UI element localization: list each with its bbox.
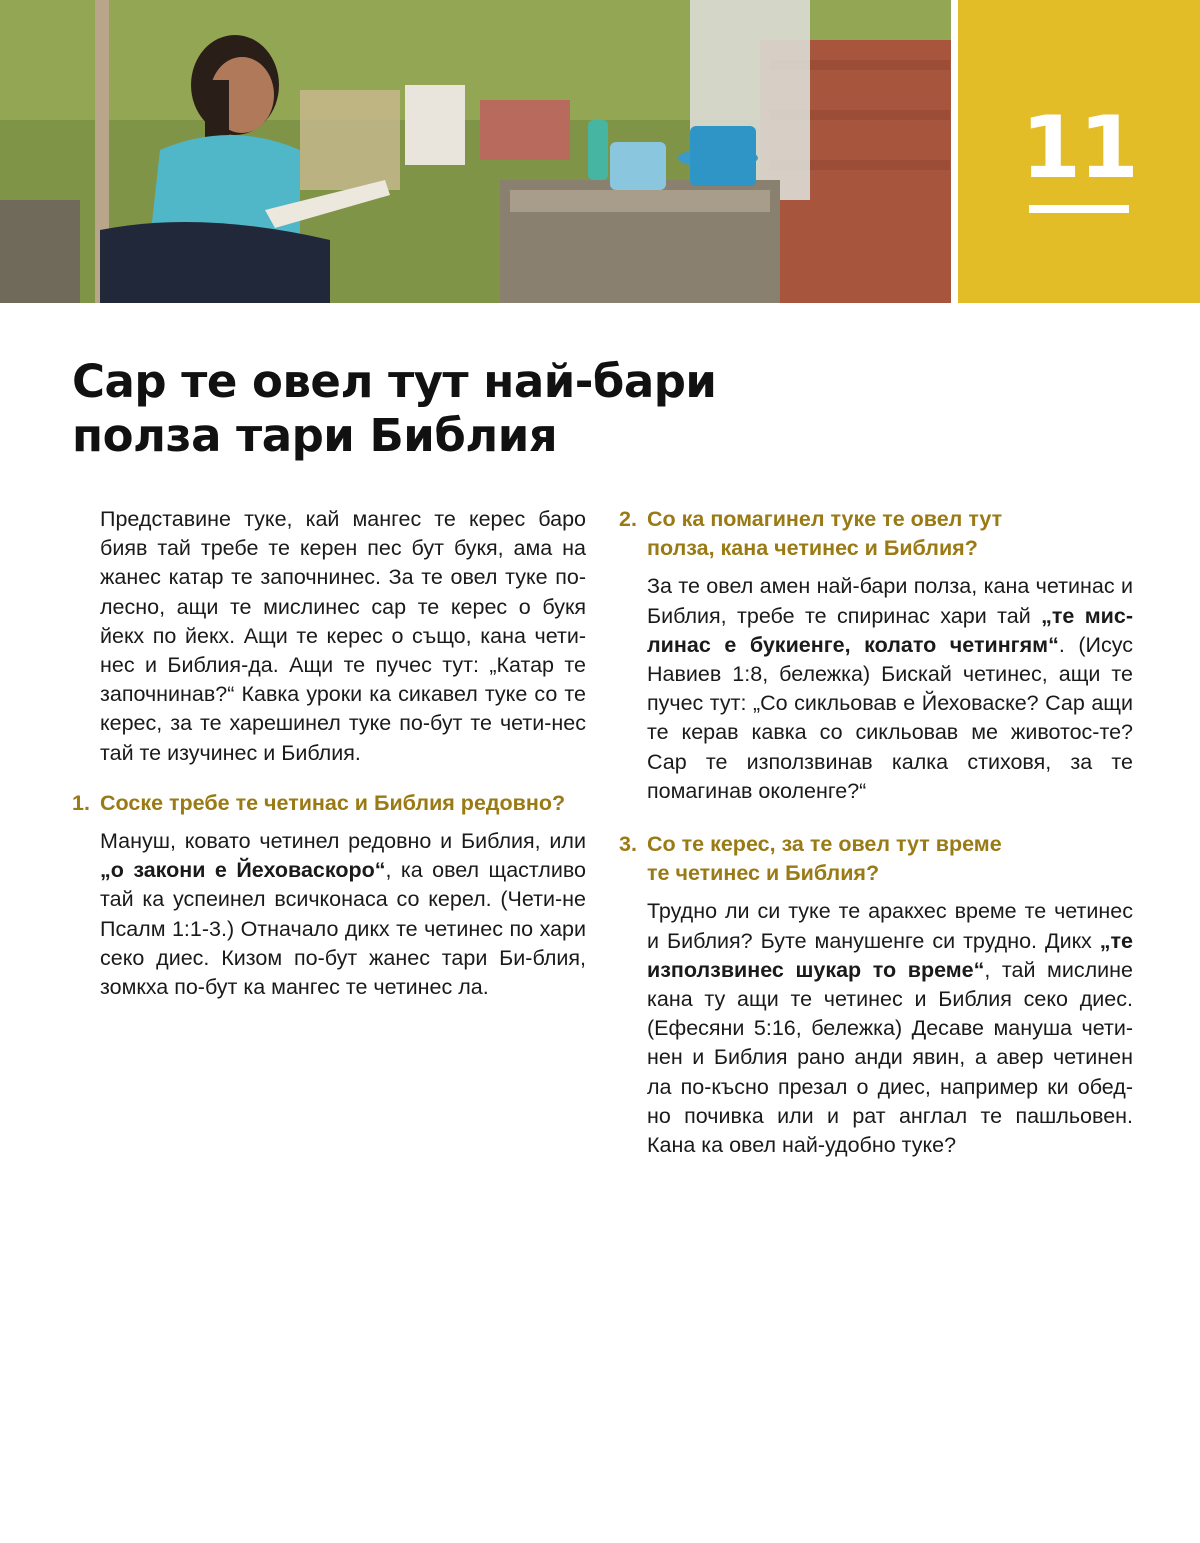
answer-1: [100, 827, 586, 1002]
answer-2-line: те? Сар те използвинав калка стиховя, за те: [647, 720, 1133, 774]
intro-line: бияв тай требе те керен пес бут букя, ама на: [100, 536, 586, 561]
intro-paragraph: [100, 505, 586, 768]
question-3-text-line-1: Со те керес, за те овел тут време: [647, 832, 1002, 857]
question-2-text-line-2: полза, кана четинес и Библия?: [647, 536, 978, 561]
answer-3-line: , тай мислине: [984, 957, 1133, 982]
answer-1-line: хари секо диес. Кизом по-бут жанес тари Би-: [100, 916, 586, 970]
question-1-text: Соске требе те четинас и Библия редовно?: [100, 790, 566, 815]
answer-1-line: не Псалм 1:1-3.) Отначало дикх те четинес по: [100, 887, 586, 941]
answer-1-line: Мануш, ковато четинел редовно и Библия, или: [100, 829, 586, 854]
chapter-underline: [1029, 205, 1129, 213]
intro-line: нес тай те изучинес и Библия.: [100, 711, 586, 765]
intro-line: Представине туке, кай мангес те керес баро: [100, 507, 586, 531]
answer-2-line: . (Исус: [1058, 632, 1133, 657]
intro-line: нес и Библия-да. Ащи те пучес тут: „Катар те: [100, 653, 586, 678]
answer-2-line: ащи те керав кавка со сикльовав ме животос-: [647, 691, 1133, 745]
chapter-number: 11: [1021, 98, 1137, 198]
answer-1-line: , ка овел щастливо: [385, 858, 586, 883]
intro-line: започнинав?“ Кавка уроки ка сикавел туке со: [100, 682, 558, 707]
answer-3-line: кана ту ащи те четинес и Библия секо диес.: [647, 987, 1133, 1012]
page-title-line-2: полза тари Библия: [72, 409, 558, 462]
question-2: [619, 505, 1133, 563]
intro-line: те керес, за те харешинел туке по-бут те чети-: [100, 682, 586, 736]
question-2-number: 2.: [619, 507, 637, 531]
question-1-number: 1.: [72, 790, 90, 815]
hero-illustration: [0, 0, 951, 303]
answer-2: [647, 572, 1133, 806]
answer-3-emphasis: „те: [1099, 928, 1133, 953]
question-3: [619, 830, 1133, 888]
question-1: [72, 789, 586, 818]
question-3-text-line-2: те четинес и Библия?: [647, 861, 880, 886]
answer-2-line: За те овел амен най-бари полза, кана четинас: [647, 574, 1115, 599]
answer-1-line: тай ка успеинел всичконаса со керел. (Чети-: [100, 887, 563, 912]
answer-1-line: блия, зомкха по-бут ка мангес те четинес ла.: [100, 945, 586, 1000]
intro-line: по-лесно, ащи те мислинес сар те керес о букя: [100, 565, 586, 619]
left-column: [72, 505, 586, 1002]
page-title-line-1: Сар те овел тут най-бари: [72, 355, 717, 408]
intro-line: жанес катар те започнинес. За те овел туке: [100, 565, 548, 590]
answer-2-line: Навиев 1:8, бележка) Бискай четинес, ащи те: [647, 662, 1133, 687]
answer-2-line: пучес тут: „Со сикльовав е Йеховаске? Сар: [647, 691, 1085, 716]
answer-2-emphasis: „те мис-: [1041, 603, 1133, 628]
answer-2-emphasis: линас е букиенге, колато четингям“: [647, 632, 1059, 657]
answer-2-line: помагинав околенге?“: [647, 778, 867, 803]
answer-3-line: и Библия? Буте манушенге си трудно. Дикх: [647, 928, 1100, 953]
answer-3: [647, 897, 1133, 1160]
answer-3-line: но почивка или и рат англал те пашльовен.: [647, 1103, 1133, 1128]
answer-3-line: Трудно ли си туке те аракхес време те четинес: [647, 899, 1133, 924]
answer-3-line: ла по-късно презал о диес, например ки обед-: [647, 1074, 1133, 1099]
answer-3-emphasis: използвинес шукар то време“: [647, 957, 985, 982]
answer-3-line: Кана ка овел най-удобно туке?: [647, 1133, 957, 1158]
right-column: [619, 505, 1133, 1160]
answer-2-line: и Библия, требе те спиринас хари тай: [647, 574, 1133, 628]
intro-line: йекх по йекх. Ащи те керес о също, кана чети-: [100, 623, 586, 648]
hero-photo: [0, 0, 951, 303]
question-2-text-line-1: Со ка помагинел туке те овел тут: [647, 507, 1003, 531]
answer-1-emphasis: „о закони е Йеховаскоро“: [100, 858, 386, 883]
answer-3-line: нен и Библия рано анди явин, а авер четинен: [647, 1045, 1133, 1070]
chapter-badge: [958, 0, 1200, 303]
page-title: [72, 355, 832, 463]
answer-3-line: (Ефесяни 5:16, бележка) Десаве мануша чети-: [647, 1016, 1133, 1041]
question-3-number: 3.: [619, 832, 637, 857]
